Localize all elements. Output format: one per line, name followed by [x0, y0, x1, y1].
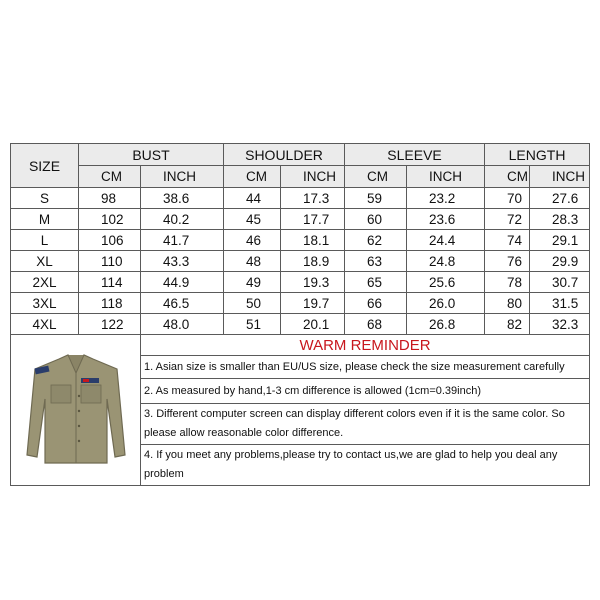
reminder-note-3: 3. Different computer screen can display different colors even if it is the same color. So please allow reasonable color difference. — [141, 404, 590, 445]
measurement-cell: 48.0 — [141, 314, 224, 335]
measurement-cell: 80 — [485, 293, 530, 314]
size-row — [11, 188, 590, 209]
measurement-cell: 25.6 — [407, 272, 485, 293]
measurement-cell: 60 — [345, 209, 407, 230]
measurement-cell: 48 — [224, 251, 281, 272]
measurement-cell: 122 — [79, 314, 141, 335]
size-row — [11, 230, 590, 251]
measurement-cell: 28.3 — [530, 209, 590, 230]
bust-cm-header: CM — [79, 166, 141, 188]
measurement-cell: 74 — [485, 230, 530, 251]
size-label: S — [11, 188, 79, 209]
size-label: XL — [11, 251, 79, 272]
bust-header: BUST — [79, 144, 224, 166]
reminder-note-1: 1. Asian size is smaller than EU/US size, please check the size measurement carefully — [141, 356, 590, 379]
shoulder-cm-header: CM — [224, 166, 281, 188]
sleeve-header: SLEEVE — [345, 144, 485, 166]
size-row — [11, 314, 590, 335]
measurement-cell: 114 — [79, 272, 141, 293]
measurement-cell: 31.5 — [530, 293, 590, 314]
measurement-cell: 70 — [485, 188, 530, 209]
sleeve-cm-header: CM — [345, 166, 407, 188]
measurement-cell: 18.1 — [281, 230, 345, 251]
size-label: 3XL — [11, 293, 79, 314]
warm-reminder-title: WARM REMINDER — [141, 335, 590, 356]
measurement-cell: 110 — [79, 251, 141, 272]
measurement-cell: 98 — [79, 188, 141, 209]
length-inch-header: INCH — [530, 166, 590, 188]
measurement-cell: 82 — [485, 314, 530, 335]
sleeve-inch-header: INCH — [407, 166, 485, 188]
reminder-note-2: 2. As measured by hand,1-3 cm difference is allowed (1cm=0.39inch) — [141, 379, 590, 404]
measurement-cell: 26.8 — [407, 314, 485, 335]
measurement-cell: 102 — [79, 209, 141, 230]
header-row — [11, 144, 590, 166]
measurement-cell: 27.6 — [530, 188, 590, 209]
measurement-cell: 63 — [345, 251, 407, 272]
size-label: L — [11, 230, 79, 251]
size-label: 2XL — [11, 272, 79, 293]
measurement-cell: 59 — [345, 188, 407, 209]
measurement-cell: 46 — [224, 230, 281, 251]
measurement-cell: 43.3 — [141, 251, 224, 272]
reminder-note-4: 4. If you meet any problems,please try to contact us,we are glad to help you deal any problem — [141, 445, 590, 486]
size-label: M — [11, 209, 79, 230]
measurement-cell: 29.1 — [530, 230, 590, 251]
measurement-cell: 19.7 — [281, 293, 345, 314]
reminder-title-row — [11, 335, 590, 356]
size-row — [11, 272, 590, 293]
measurement-cell: 17.3 — [281, 188, 345, 209]
measurement-cell: 68 — [345, 314, 407, 335]
measurement-cell: 30.7 — [530, 272, 590, 293]
measurement-cell: 24.8 — [407, 251, 485, 272]
shoulder-inch-header: INCH — [281, 166, 345, 188]
product-image-cell — [11, 335, 141, 486]
measurement-cell: 78 — [485, 272, 530, 293]
measurement-cell: 65 — [345, 272, 407, 293]
bust-inch-header: INCH — [141, 166, 224, 188]
measurement-cell: 106 — [79, 230, 141, 251]
measurement-cell: 72 — [485, 209, 530, 230]
measurement-cell: 40.2 — [141, 209, 224, 230]
size-label: 4XL — [11, 314, 79, 335]
length-cm-header: CM — [485, 166, 530, 188]
measurement-cell: 44 — [224, 188, 281, 209]
measurement-cell: 23.6 — [407, 209, 485, 230]
measurement-cell: 62 — [345, 230, 407, 251]
measurement-cell: 38.6 — [141, 188, 224, 209]
measurement-cell: 50 — [224, 293, 281, 314]
measurement-cell: 17.7 — [281, 209, 345, 230]
measurement-cell: 44.9 — [141, 272, 224, 293]
measurement-cell: 66 — [345, 293, 407, 314]
size-column-header: SIZE — [11, 144, 79, 188]
measurement-cell: 32.3 — [530, 314, 590, 335]
measurement-cell: 49 — [224, 272, 281, 293]
unit-header-row — [11, 166, 590, 188]
size-row — [11, 251, 590, 272]
measurement-cell: 20.1 — [281, 314, 345, 335]
size-row — [11, 209, 590, 230]
measurement-cell: 23.2 — [407, 188, 485, 209]
measurement-cell: 118 — [79, 293, 141, 314]
shoulder-header: SHOULDER — [224, 144, 345, 166]
measurement-cell: 51 — [224, 314, 281, 335]
size-chart-table — [10, 143, 590, 486]
measurement-cell: 45 — [224, 209, 281, 230]
measurement-cell: 18.9 — [281, 251, 345, 272]
measurement-cell: 41.7 — [141, 230, 224, 251]
measurement-cell: 24.4 — [407, 230, 485, 251]
measurement-cell: 76 — [485, 251, 530, 272]
measurement-cell: 19.3 — [281, 272, 345, 293]
length-header: LENGTH — [485, 144, 590, 166]
measurement-cell: 29.9 — [530, 251, 590, 272]
size-row — [11, 293, 590, 314]
measurement-cell: 46.5 — [141, 293, 224, 314]
military-shirt-icon — [21, 351, 131, 469]
measurement-cell: 26.0 — [407, 293, 485, 314]
